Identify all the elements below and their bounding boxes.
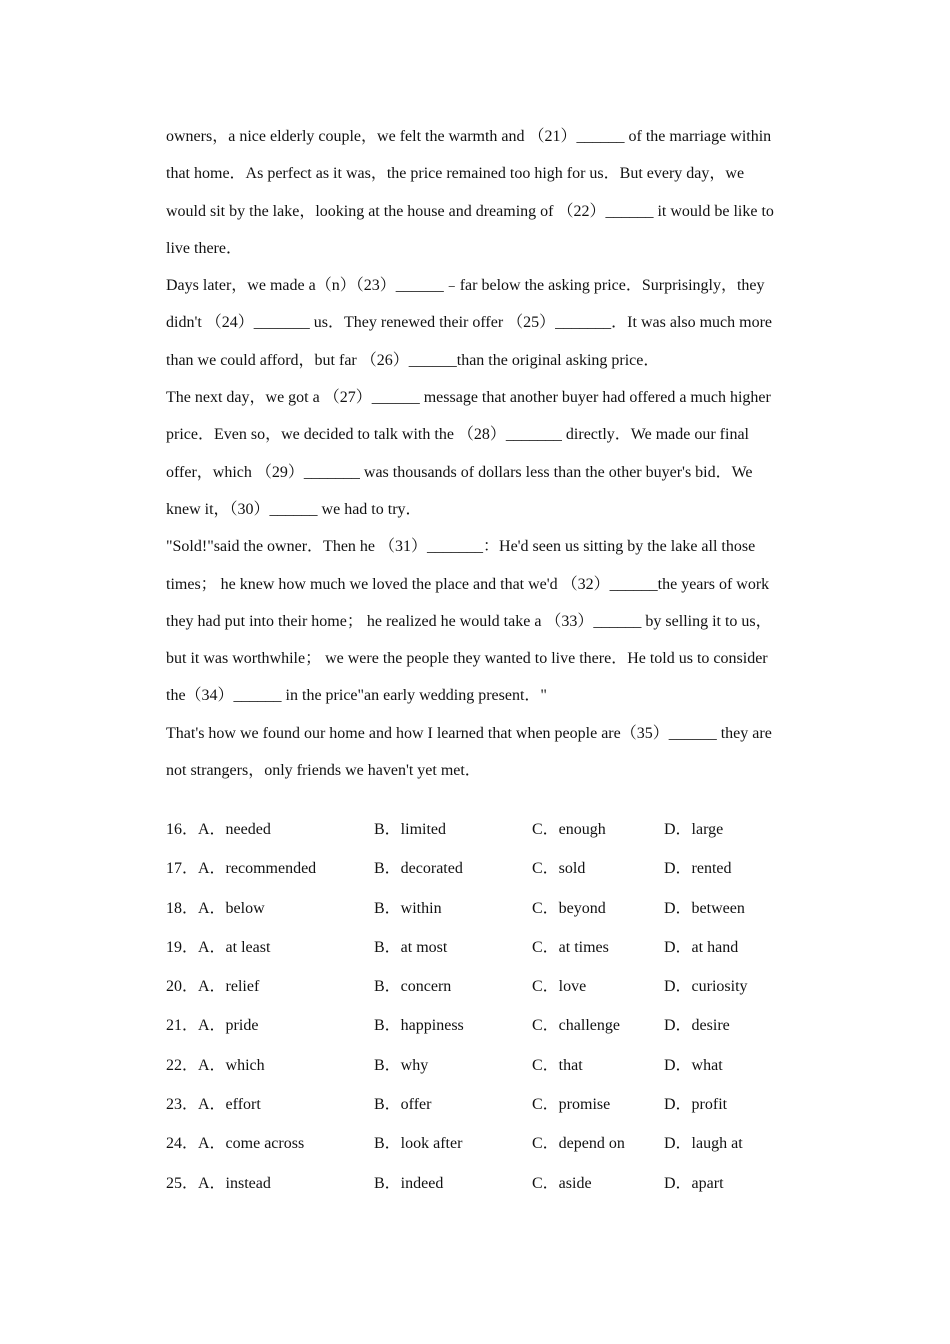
paragraph-3 <box>166 379 806 528</box>
option-d: D．rented <box>664 860 732 878</box>
question-row <box>166 1164 806 1203</box>
passage-line: but it was worthwhile； we were the people they wanted to live there．He told us to consider <box>166 650 768 668</box>
option-b: B．at most <box>374 938 448 956</box>
option-c: C．beyond <box>532 899 606 917</box>
option-d: D．laugh at <box>664 1135 743 1153</box>
passage-line: times； he knew how much we loved the place and that we'd （32）______the years of work <box>166 575 770 593</box>
passage-line: didn't （24）_______ us．They renewed their offer （25）_______．It was also much more <box>166 314 773 332</box>
option-d: D．curiosity <box>664 978 748 996</box>
option-d: D．profit <box>664 1096 728 1114</box>
option-b: B．within <box>374 899 442 917</box>
option-d: D．desire <box>664 1017 730 1035</box>
passage-line: knew it，（30）______ we had to try． <box>166 500 422 518</box>
option-a: 22．A．which <box>166 1056 265 1074</box>
reading-passage <box>166 118 806 789</box>
question-row <box>166 967 806 1006</box>
option-c: C．aside <box>532 1174 592 1192</box>
option-c: C．sold <box>532 860 586 878</box>
option-a: 20．A．relief <box>166 978 260 996</box>
option-b: B．indeed <box>374 1174 444 1192</box>
question-row <box>166 1085 806 1124</box>
option-a: 17．A．recommended <box>166 860 317 878</box>
paragraph-2 <box>166 267 806 379</box>
question-row <box>166 810 806 849</box>
passage-line: not strangers，only friends we haven't yet met． <box>166 762 481 780</box>
option-d: D．at hand <box>664 938 739 956</box>
passage-line: "Sold!"said the owner．Then he （31）_______：He'd seen us sitting by the lake all those <box>166 538 756 556</box>
question-row <box>166 889 806 928</box>
passage-line: The next day，we got a （27）______ message that another buyer had offered a much higher <box>166 389 771 407</box>
option-a: 21．A．pride <box>166 1017 259 1035</box>
option-c: C．promise <box>532 1096 611 1114</box>
option-c: C．that <box>532 1056 583 1074</box>
question-row <box>166 849 806 888</box>
passage-line: they had put into their home； he realized he would take a （33）______ by selling it to us， <box>166 612 772 630</box>
passage-line: live there． <box>166 239 242 257</box>
option-c: C．at times <box>532 938 609 956</box>
paragraph-4 <box>166 528 806 714</box>
option-a: 25．A．instead <box>166 1174 271 1192</box>
paragraph-1 <box>166 118 806 267</box>
question-row <box>166 1046 806 1085</box>
question-row <box>166 1124 806 1163</box>
option-d: D．what <box>664 1056 723 1074</box>
option-c: C．love <box>532 978 587 996</box>
option-a: 18．A．below <box>166 899 265 917</box>
question-row <box>166 928 806 967</box>
question-row <box>166 1006 806 1045</box>
option-b: B．decorated <box>374 860 463 878</box>
option-c: C．enough <box>532 821 606 838</box>
option-b: B．look after <box>374 1135 463 1153</box>
answer-options <box>166 810 806 1203</box>
option-b: B．limited <box>374 821 447 838</box>
option-c: C．challenge <box>532 1017 620 1035</box>
option-a: 19．A．at least <box>166 938 271 956</box>
passage-line: That's how we found our home and how I learned that when people are（35）______ they are <box>166 724 772 742</box>
option-c: C．depend on <box>532 1135 625 1153</box>
option-d: D．between <box>664 899 745 917</box>
passage-line: than we could afford，but far （26）______than the original asking price． <box>166 351 660 369</box>
option-a: 23．A．effort <box>166 1096 261 1114</box>
option-a: 16．A．needed <box>166 821 271 838</box>
passage-line: the（34）______ in the price"an early wedding present．" <box>166 687 547 705</box>
option-a: 24．A．come across <box>166 1135 305 1153</box>
passage-line: that home．As perfect as it was，the price remained too high for us．But every day，we <box>166 165 745 183</box>
option-b: B．offer <box>374 1096 432 1114</box>
passage-line: Days later，we made a（n）（23）______﹣far below the asking price．Surprisingly，they <box>166 277 765 295</box>
option-d: D．large <box>664 821 724 838</box>
option-b: B．concern <box>374 978 452 996</box>
passage-line: price．Even so，we decided to talk with the （28）_______ directly．We made our final <box>166 426 750 444</box>
passage-line: would sit by the lake，looking at the house and dreaming of （22）______ it would be like to <box>166 202 774 220</box>
passage-line: owners，a nice elderly couple，we felt the warmth and （21）______ of the marriage within <box>166 128 772 145</box>
option-b: B．why <box>374 1056 429 1074</box>
option-b: B．happiness <box>374 1017 464 1035</box>
paragraph-5 <box>166 715 806 790</box>
passage-line: offer，which （29）_______ was thousands of dollars less than the other buyer's bid．We <box>166 463 753 481</box>
option-d: D．apart <box>664 1174 724 1192</box>
